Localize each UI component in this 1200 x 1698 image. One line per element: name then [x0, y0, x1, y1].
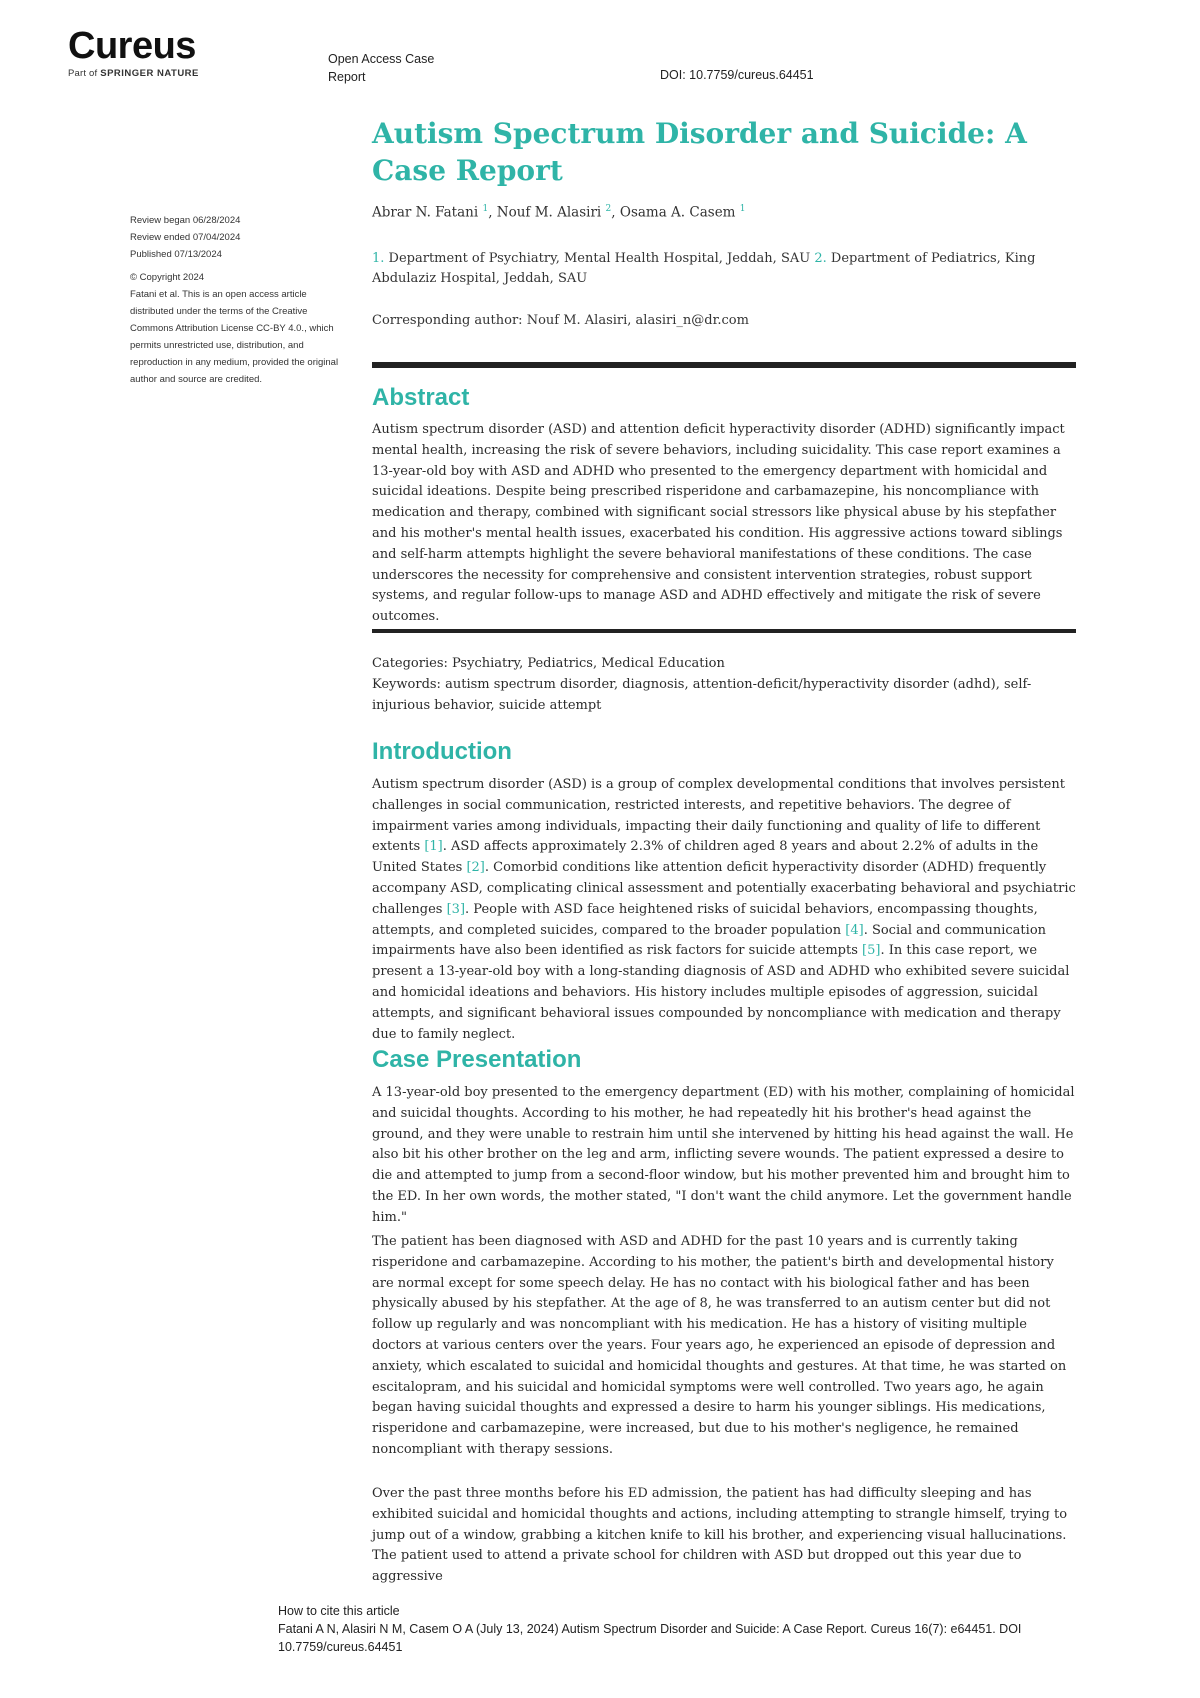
categories — [372, 654, 1078, 675]
reference-link[interactable]: [2] — [466, 860, 485, 876]
case-paragraph: The patient has been diagnosed with ASD and ADHD for the past 10 years and is currently taking risperidone and carbamazepine. According to his mother, the patient's birth and developmental history are normal except for some speech delay. He has no contact with his biological father and has been physically abused by his stepfather. At the age of 8, he was transferred to an autism center but did not follow up regularly and was noncompliant with his medication. He has a history of visiting multiple doctors at various centers over the years. Four years ago, he experienced an episode of depression and anxiety, which escalated to suicidal and homicidal thoughts and gestures. At that time, he was started on escitalopram, and his suicidal and homicidal symptoms were well controlled. Two years ago, he again began having suicidal thoughts and expressed a desire to harm his younger siblings. His medications, risperidone and carbamazepine, were increased, but due to his mother's negligence, he remained noncompliant with therapy sessions. — [372, 1234, 1067, 1457]
corresponding-text[interactable]: Nouf M. Alasiri, alasiri_n@dr.com — [526, 313, 749, 328]
review-began: Review began 06/28/2024 — [130, 215, 241, 226]
citation-footer — [278, 1602, 1098, 1656]
case-paragraph: A 13-year-old boy presented to the emergency department (ED) with his mother, complaining of homicidal and suicidal thoughts. According to his mother, he had repeatedly hit his brother's head against the ground, and they were unable to restrain him until she intervened by hitting his head against the wall. He also bit his other brother on the leg and arm, inflicting severe wounds. The patient expressed a desire to die and attempted to jump from a second-floor window, but his mother prevented him and brought him to the ED. In her own words, the mother stated, "I don't want the child anymore. Let the government handle him." — [372, 1085, 1075, 1225]
corresponding-author — [372, 313, 1072, 328]
section-divider — [372, 362, 1076, 368]
keywords-text: autism spectrum disorder, diagnosis, attention-deficit/hyperactivity disorder (adhd), self-injurious behavior, suicide attempt — [372, 676, 1032, 713]
reference-link[interactable]: [1] — [424, 839, 443, 855]
author-affiliation-number: 1 — [482, 204, 489, 214]
introduction-heading: Introduction — [372, 738, 512, 765]
affiliation-text: Department of Pediatrics, King Abdulaziz Hospital, Jeddah, SAU — [372, 251, 1036, 286]
author-name[interactable]: Osama A. Casem — [619, 204, 736, 221]
author-affiliation-number: 1 — [739, 204, 746, 214]
citation-text: Fatani A N, Alasiri N M, Casem O A (July 13, 2024) Autism Spectrum Disorder and Suicide: A Case Report. Cureus 16(7): e64451. DOI 10.7759/cureus.64451 — [278, 1622, 1022, 1654]
review-ended: Review ended 07/04/2024 — [130, 232, 241, 243]
keywords — [372, 675, 1078, 717]
categories-label: Categories: — [372, 656, 448, 671]
abstract-text: Autism spectrum disorder (ASD) and attention deficit hyperactivity disorder (ADHD) significantly impact mental health, increasing the risk of severe behaviors, including suicidality. This case report examines a 13-year-old boy with ASD and ADHD who presented to the emergency department with homicidal and suicidal ideations. Despite being prescribed risperidone and carbamazepine, his noncompliance with medication and therapy, combined with significant social stressors like physical abuse by his stepfather and his mother's mental health issues, exacerbated his condition. His aggressive actions toward siblings and self-harm attempts highlight the severe behavioral manifestations of these conditions. The case underscores the necessity for comprehensive and consistent intervention strategies, robust support systems, and regular follow-ups to manage ASD and ADHD effectively and mitigate the risk of severe outcomes. — [372, 422, 1065, 625]
author-affiliation-number: 2 — [605, 204, 612, 214]
article-title: Autism Spectrum Disorder and Suicide: A Case Report — [372, 117, 1027, 187]
case-presentation-heading: Case Presentation — [372, 1046, 582, 1073]
author-list: Abrar N. Fatani $^1$, Nouf M. Alasiri $^2$, Osama A. Casem $^1$ — [372, 204, 746, 221]
copyright: © Copyright 2024 — [130, 272, 205, 283]
logo-name: Cureus — [68, 25, 196, 67]
categories-keywords — [372, 654, 1078, 716]
section-divider — [372, 629, 1076, 633]
corresponding-label: Corresponding author: — [372, 313, 523, 328]
reference-link[interactable]: [4] — [845, 922, 864, 938]
reference-link[interactable]: [5] — [862, 943, 881, 959]
keywords-label: Keywords: — [372, 676, 441, 692]
abstract-heading: Abstract — [372, 384, 470, 411]
affiliation-text: Department of Psychiatry, Mental Health Hospital, Jeddah, SAU — [388, 251, 811, 266]
article-sidebar — [130, 212, 346, 388]
author-name[interactable]: Abrar N. Fatani — [372, 204, 479, 221]
categories-text: Psychiatry, Pediatrics, Medical Education — [452, 656, 725, 671]
affiliations — [372, 249, 1072, 289]
header-doi: DOI: 10.7759/cureus.64451 — [660, 68, 814, 82]
author-name[interactable]: Nouf M. Alasiri — [496, 204, 602, 221]
article-type: Open Access Case Report — [328, 52, 435, 84]
affiliation-number: 2. — [814, 251, 827, 266]
logo-subtitle: Part of SPRINGER NATURE — [68, 68, 199, 79]
case-paragraph: Over the past three months before his ED admission, the patient has had difficulty sleeping and has exhibited suicidal and homicidal thoughts and actions, including attempting to strangle himself, trying to jump out of a window, grabbing a kitchen knife to kill his brother, and experiencing visual hallucinations. The patient used to attend a private school for children with ASD but dropped out this year due to aggressive — [372, 1486, 1068, 1585]
published-date: Published 07/13/2024 — [130, 249, 222, 260]
license-text: Fatani et al. This is an open access article distributed under the terms of the Creative Commons Attribution License CC-BY 4.0., which permits unrestricted use, distribution, and reproduction in any medium, provided the original author and source are credited. — [130, 289, 339, 385]
citation-label: How to cite this article — [278, 1604, 400, 1618]
introduction-text: Autism spectrum disorder (ASD) is a group of complex developmental conditions that involves persistent challenges in social communication, restricted interests, and repetitive behaviors. The degree of impairment varies among individuals, impacting their daily functioning and quality of life to different extents [1]. ASD affects approximately 2.3% of children aged 8 years and about 2.2% of adults in the United States [2]. Comorbid conditions like attention deficit hyperactivity disorder (ADHD) frequently accompany ASD, complicating clinical assessment and potentially exacerbating behavioral and psychiatric challenges [3]. People with ASD face heightened risks of suicidal behaviors, encompassing thoughts, attempts, and completed suicides, compared to the broader population [4]. Social and communication impairments have also been identified as risk factors for suicide attempts [5]. In this case report, we present a 13-year-old boy with a long-standing diagnosis of ASD and ADHD who exhibited severe suicidal and homicidal ideations and behaviors. His history includes multiple episodes of aggression, suicidal attempts, and significant behavioral issues compounded by noncompliance with medication and therapy due to family neglect. — [372, 777, 1076, 1042]
reference-link[interactable]: [3] — [446, 901, 466, 917]
affiliation-number: 1. — [372, 251, 385, 266]
journal-logo — [68, 26, 199, 79]
